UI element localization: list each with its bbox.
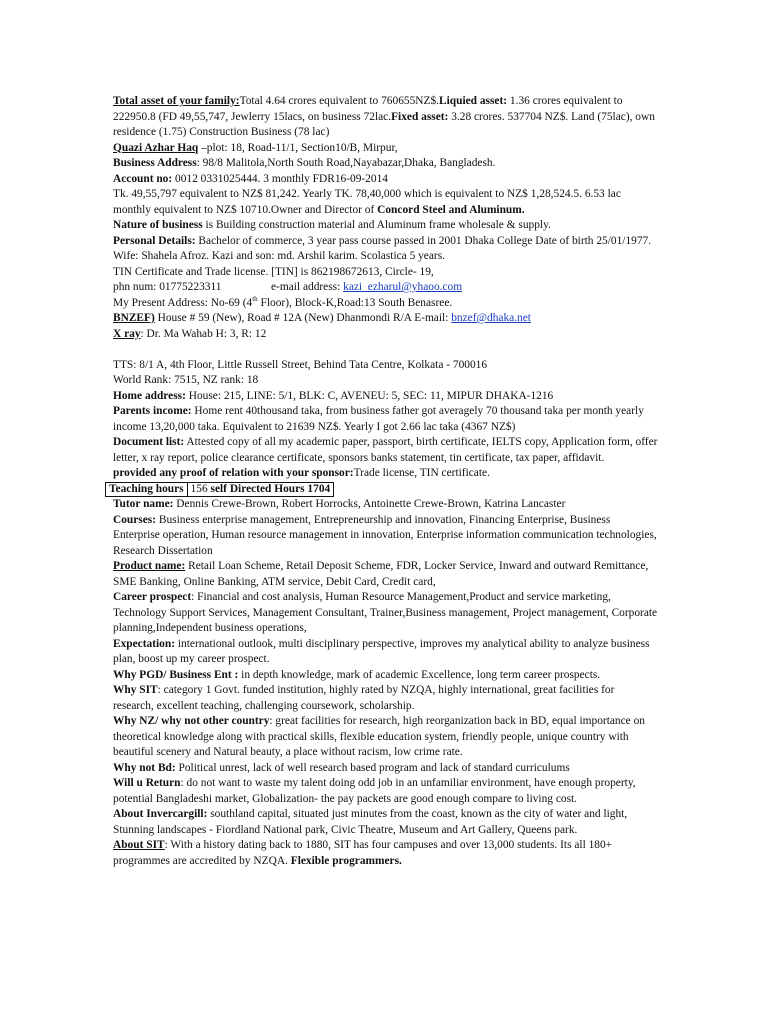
career-heading: Career prospect bbox=[113, 591, 192, 603]
invercargill-text: southland capital, situated just minutes from the coast, known as the city of water and light, Stunning landscapes - Fiordland National park, Civic Theatre, Museum and Art Gallery, Queens park. bbox=[113, 808, 628, 836]
expectation-heading: Expectation: bbox=[113, 637, 176, 650]
business-address-text: : 98/8 Malitola,North South Road,Nayabazar,Dhaka, Bangladesh. bbox=[196, 157, 496, 169]
career-paragraph bbox=[113, 590, 658, 637]
present-address-line bbox=[113, 296, 658, 312]
business-address-line bbox=[113, 156, 658, 172]
bnzef-text: House # 59 (New), Road # 12A (New) Dhanmondi R/A E-mail: bbox=[154, 312, 452, 324]
courses-heading: Courses: bbox=[113, 513, 157, 526]
invercargill-heading: About Invercargill: bbox=[113, 808, 208, 820]
will-return-text: : do not want to waste my talent doing odd job in an unfamiliar environment, have enough property, potential Bangladeshi market, Globalization- the pay packets are good enough compare to living cost. bbox=[113, 777, 636, 805]
document-list-text: Attested copy of all my academic paper, passport, birth certificate, IELTS copy, Application form, offer letter, x ray report, police clearance certificate, sponsors banks statement, tin certificate, tax paper, affidavit. bbox=[113, 436, 658, 464]
document-list-heading: Document list: bbox=[113, 436, 185, 448]
parents-income-text: Home rent 40thousand taka, from business father got averagely 70 thousand taka per month yearly income 13,20,000 taka. Equivalent to 21639 NZ$. Yearly I got 2.66 lac taka (4367 NZ$) bbox=[113, 405, 644, 433]
phone-line bbox=[113, 280, 658, 296]
nature-heading: Nature of business bbox=[113, 219, 203, 231]
tutor-heading: Tutor name: bbox=[113, 498, 174, 510]
home-address-heading: Home address: bbox=[113, 389, 186, 402]
will-return-heading: Will u Return bbox=[113, 777, 181, 789]
about-sit-heading: About SIT bbox=[113, 839, 165, 851]
rank-line: World Rank: 7515, NZ rank: 18 bbox=[113, 374, 259, 386]
tin-line: TIN Certificate and Trade license. [TIN] is 862198672613, Circle- 19, bbox=[113, 265, 434, 278]
concord-name: Concord Steel and Aluminum. bbox=[377, 203, 525, 216]
account-line bbox=[113, 172, 658, 188]
document-body bbox=[109, 94, 658, 869]
why-pgd-heading: Why PGD/ Business Ent : bbox=[113, 668, 239, 681]
why-pgd-line bbox=[113, 668, 658, 684]
why-pgd-text: in depth knowledge, mark of academic Excellence, long term career prospects. bbox=[238, 668, 601, 681]
why-sit-text: : category 1 Govt. funded institution, highly rated by NZQA, highly international, great facilities for research, excellent teaching, challenging coursework, scholarship. bbox=[113, 684, 615, 712]
teaching-hours-number: 156 bbox=[190, 482, 211, 495]
liquid-asset-heading: Liquied asset: bbox=[439, 95, 508, 107]
parents-income-heading: Parents income: bbox=[113, 405, 192, 417]
why-nz-text: : great facilities for research, high reorganization back in BD, equal importance on theoretical knowledge along with practical skills, flexible education system, friendly people, unique country with beautiful scenery and Natural beauty, a place without racism, low crime rate. bbox=[113, 715, 645, 758]
teaching-hours-value bbox=[188, 482, 335, 497]
self-directed-hours: self Directed Hours 1704 bbox=[210, 482, 331, 495]
why-nz-paragraph bbox=[113, 714, 658, 761]
blank-line bbox=[113, 342, 658, 358]
present-address-sup: th bbox=[252, 294, 258, 303]
email-label: e-mail address: bbox=[271, 281, 344, 293]
proof-heading: provided any proof of relation with your sponsor: bbox=[113, 467, 354, 479]
bnzef-line bbox=[113, 311, 658, 327]
tutor-line bbox=[113, 497, 658, 513]
present-address-text-1: My Present Address: No-69 (4 bbox=[113, 296, 253, 309]
total-asset-paragraph bbox=[113, 94, 658, 141]
home-address-text: House: 215, LINE: 5/1, BLK: C, AVENEU: 5, SEC: 11, MIPUR DHAKA-1216 bbox=[185, 389, 554, 402]
personal-heading: Personal Details: bbox=[113, 234, 196, 247]
quazi-heading: Quazi Azhar Haq bbox=[113, 141, 199, 154]
xray-heading: X ray bbox=[113, 327, 141, 340]
about-sit-paragraph bbox=[113, 838, 658, 869]
home-address-line bbox=[113, 389, 658, 405]
fixed-asset-text: 3.28 crores. 537704 NZ$. Land (75lac), own residence (1.75) Construction Business (78 lac) bbox=[113, 110, 655, 138]
product-paragraph bbox=[113, 559, 658, 590]
nature-text: is Building construction material and Aluminum frame wholesale & supply. bbox=[202, 219, 551, 231]
proof-text: Trade license, TIN certificate. bbox=[353, 467, 490, 479]
quazi-line bbox=[113, 141, 658, 157]
present-address-text-2: Floor), Block-K,Road:13 South Benasree. bbox=[257, 296, 453, 309]
account-text: 0012 0331025444. 3 monthly FDR16-09-2014 bbox=[172, 172, 388, 185]
email-link[interactable]: kazi_ezharul@yhaoo.com bbox=[343, 281, 463, 293]
why-not-bd-heading: Why not Bd: bbox=[113, 761, 176, 774]
product-heading: Product name: bbox=[113, 560, 186, 572]
career-text: : Financial and cost analysis, Human Resource Management,Product and service marketing, Technology Support Services, Management Consultant, Trainer,Business management, Project management, Corporate planning,Independent business operations, bbox=[113, 591, 658, 634]
parents-income-paragraph bbox=[113, 404, 658, 435]
proof-line bbox=[113, 466, 658, 482]
business-address-heading: Business Address bbox=[113, 157, 197, 169]
xray-line bbox=[113, 327, 658, 343]
personal-paragraph bbox=[113, 234, 658, 265]
courses-paragraph bbox=[113, 513, 658, 560]
quazi-text: –plot: 18, Road-11/1, Section10/B, Mirpur, bbox=[198, 141, 398, 154]
phone-text: phn num: 01775223311 bbox=[113, 281, 222, 293]
product-text: Retail Loan Scheme, Retail Deposit Scheme, FDR, Locker Service, Inward and outward Remittance, SME Banking, Online Banking, ATM service, Debit Card, Credit card, bbox=[113, 560, 649, 588]
why-sit-heading: Why SIT bbox=[113, 684, 158, 696]
why-sit-paragraph bbox=[113, 683, 658, 714]
nature-line bbox=[113, 218, 658, 234]
bnzef-heading: BNZEF) bbox=[113, 312, 155, 324]
why-nz-heading: Why NZ/ why not other country bbox=[113, 715, 270, 727]
tts-line: TTS: 8/1 A, 4th Floor, Little Russell Street, Behind Tata Centre, Kolkata - 700016 bbox=[113, 358, 488, 371]
will-return-paragraph bbox=[113, 776, 658, 807]
teaching-hours-row bbox=[105, 482, 658, 498]
total-asset-text: Total 4.64 crores equivalent to 760655NZ$. bbox=[239, 95, 440, 107]
personal-text: Bachelor of commerce, 3 year pass course passed in 2001 Dhaka College Date of birth 25/01/1977. Wife: Shahela Afroz. Kazi and son: md. Arshil karim. Scolastica 5 years. bbox=[113, 234, 652, 262]
account-heading: Account no: bbox=[113, 172, 173, 185]
why-not-bd-text: Political unrest, lack of well research based program and lack of standard curriculums bbox=[175, 761, 570, 774]
liquid-asset-text: 1.36 crores equivalent to 222950.8 (FD 49,55,747, Jewlerry 15lacs, on business 72lac. bbox=[113, 95, 623, 123]
why-not-bd-line bbox=[113, 761, 658, 777]
invercargill-paragraph bbox=[113, 807, 658, 838]
flexible-programmers: Flexible programmers. bbox=[290, 854, 402, 867]
fixed-asset-heading: Fixed asset: bbox=[391, 110, 449, 123]
courses-text: Business enterprise management, Entrepreneurship and innovation, Financing Enterprise, Business Enterprise operation, Human resource management in innovation, Enterprise information communication technologies, Research Dissertation bbox=[113, 513, 657, 557]
xray-text: : Dr. Ma Wahab H: 3, R: 12 bbox=[140, 327, 267, 340]
bnzef-email-link[interactable]: bnzef@dhaka.net bbox=[451, 312, 531, 324]
expectation-text: international outlook, multi disciplinary perspective, improves my analytical ability to analyze business plan, boost up my career prospect. bbox=[113, 637, 650, 665]
tutor-text: Dennis Crewe-Brown, Robert Horrocks, Antoinette Crewe-Brown, Katrina Lancaster bbox=[173, 498, 566, 510]
teaching-hours-label: Teaching hours bbox=[105, 482, 188, 497]
document-list-paragraph bbox=[113, 435, 658, 466]
tk-text: Tk. 49,55,797 equivalent to NZ$ 81,242. Yearly TK. 78,40,000 which is equivalent to NZ$ 1,28,524.5. 6.53 lac monthly equivalent to NZ$ 10710.Owner and Director of bbox=[113, 188, 621, 216]
about-sit-text: : With a history dating back to 1880, SIT has four campuses and over 13,000 students. Its all 180+ programmes are accredited by NZQA. bbox=[113, 839, 613, 867]
tk-paragraph bbox=[113, 187, 658, 218]
total-asset-heading: Total asset of your family: bbox=[113, 95, 240, 107]
expectation-paragraph bbox=[113, 637, 658, 668]
